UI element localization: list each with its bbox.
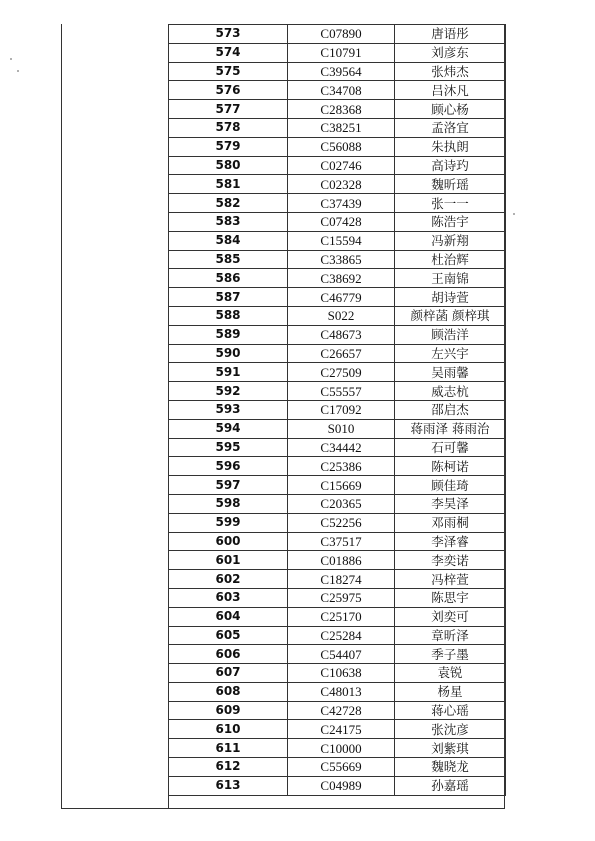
table-row [169,438,506,457]
member-id: C55557 [288,382,395,401]
member-id: C15669 [288,476,395,495]
member-id: S010 [288,419,395,438]
table-row [169,419,506,438]
member-name: 章昕泽 [395,626,506,645]
member-name: 蒋雨泽 蒋雨治 [395,419,506,438]
row-number: 578 [169,118,288,137]
member-id: C15594 [288,231,395,250]
member-id: C20365 [288,494,395,513]
member-id: C04989 [288,776,395,795]
row-number: 599 [169,513,288,532]
table-row [169,25,506,44]
table-row [169,81,506,100]
member-name: 李奕诺 [395,551,506,570]
row-number: 574 [169,43,288,62]
member-id: C25170 [288,607,395,626]
member-id: C54407 [288,645,395,664]
member-name: 孙嘉瑶 [395,776,506,795]
member-name: 陈柯诺 [395,457,506,476]
table-row [169,701,506,720]
row-number: 610 [169,720,288,739]
member-name: 张炜杰 [395,62,506,81]
row-number: 603 [169,588,288,607]
row-number: 594 [169,419,288,438]
member-id: C27509 [288,363,395,382]
member-name: 魏昕瑶 [395,175,506,194]
member-name: 刘紫琪 [395,739,506,758]
member-name: 冯新翔 [395,231,506,250]
member-id: C01886 [288,551,395,570]
table-row [169,607,506,626]
row-number: 602 [169,570,288,589]
member-name: 朱执朗 [395,137,506,156]
member-id: C10638 [288,664,395,683]
row-number: 589 [169,325,288,344]
table-row [169,494,506,513]
row-number: 604 [169,607,288,626]
row-number: 581 [169,175,288,194]
table-row [169,682,506,701]
table-row [169,194,506,213]
row-number: 575 [169,62,288,81]
table-row [169,156,506,175]
row-number: 585 [169,250,288,269]
member-id: C38692 [288,269,395,288]
row-number: 586 [169,269,288,288]
member-name: 刘奕可 [395,607,506,626]
member-id: C38251 [288,118,395,137]
table-row [169,43,506,62]
member-name: 颜梓菡 颜梓琪 [395,306,506,325]
table-row [169,457,506,476]
member-name: 杨星 [395,682,506,701]
row-number: 584 [169,231,288,250]
row-number: 605 [169,626,288,645]
member-name: 顾心杨 [395,100,506,119]
table-row [169,306,506,325]
member-name: 冯梓萱 [395,570,506,589]
row-number: 608 [169,682,288,701]
member-name: 顾浩洋 [395,325,506,344]
member-id: C25975 [288,588,395,607]
member-name: 唐语彤 [395,25,506,44]
member-name: 刘彦东 [395,43,506,62]
member-id: C24175 [288,720,395,739]
row-number: 609 [169,701,288,720]
row-number: 607 [169,664,288,683]
member-name: 蒋心瑶 [395,701,506,720]
row-number: 573 [169,25,288,44]
table-row [169,400,506,419]
member-id: C56088 [288,137,395,156]
member-name: 孟洛宜 [395,118,506,137]
member-id: C48673 [288,325,395,344]
table-row [169,645,506,664]
row-number: 598 [169,494,288,513]
scan-speck [10,58,12,60]
table-row [169,175,506,194]
member-name: 吴雨馨 [395,363,506,382]
member-id: C26657 [288,344,395,363]
table-row [169,363,506,382]
table-row [169,570,506,589]
member-name: 顾佳琦 [395,476,506,495]
member-name: 袁锐 [395,664,506,683]
member-name: 邓雨桐 [395,513,506,532]
member-id: C10000 [288,739,395,758]
table-row [169,776,506,795]
table-row [169,758,506,777]
row-number: 579 [169,137,288,156]
member-id: C18274 [288,570,395,589]
table-row [169,269,506,288]
table-row [169,288,506,307]
member-id: C17092 [288,400,395,419]
member-name: 高诗玓 [395,156,506,175]
member-name: 张沈彦 [395,720,506,739]
member-id: C02746 [288,156,395,175]
table-row [169,588,506,607]
row-number: 591 [169,363,288,382]
table-row [169,62,506,81]
row-number: 606 [169,645,288,664]
table-row [169,231,506,250]
row-number: 587 [169,288,288,307]
member-name: 吕沐凡 [395,81,506,100]
member-name: 威志杭 [395,382,506,401]
member-id: C07428 [288,212,395,231]
table-row [169,739,506,758]
table-row [169,476,506,495]
table-row [169,325,506,344]
roster-body [169,25,506,796]
scan-speck [513,213,515,215]
table-row [169,382,506,401]
member-name: 张一一 [395,194,506,213]
member-id: C46779 [288,288,395,307]
table-row [169,212,506,231]
member-name: 邵启杰 [395,400,506,419]
member-name: 胡诗萱 [395,288,506,307]
member-name: 魏晓龙 [395,758,506,777]
row-number: 588 [169,306,288,325]
row-number: 582 [169,194,288,213]
table-row [169,513,506,532]
member-name: 左兴宇 [395,344,506,363]
row-number: 597 [169,476,288,495]
member-name: 季子墨 [395,645,506,664]
row-number: 600 [169,532,288,551]
row-number: 577 [169,100,288,119]
member-id: C10791 [288,43,395,62]
member-id: C48013 [288,682,395,701]
table-row [169,137,506,156]
table-row [169,532,506,551]
row-number: 590 [169,344,288,363]
table-row [169,344,506,363]
row-number: 592 [169,382,288,401]
member-id: C07890 [288,25,395,44]
table-row [169,250,506,269]
row-number: 593 [169,400,288,419]
member-id: C37517 [288,532,395,551]
row-number: 611 [169,739,288,758]
row-number: 595 [169,438,288,457]
member-name: 陈浩宇 [395,212,506,231]
row-number: 583 [169,212,288,231]
member-id: C33865 [288,250,395,269]
member-id: C42728 [288,701,395,720]
row-number: 576 [169,81,288,100]
member-id: C02328 [288,175,395,194]
table-row [169,664,506,683]
member-name: 王南锦 [395,269,506,288]
table-row [169,720,506,739]
row-number: 596 [169,457,288,476]
row-number: 601 [169,551,288,570]
member-name: 石可馨 [395,438,506,457]
row-number: 612 [169,758,288,777]
member-id: C25386 [288,457,395,476]
member-id: C55669 [288,758,395,777]
member-name: 李泽睿 [395,532,506,551]
table-row [169,626,506,645]
roster-table [168,24,506,796]
row-number: 613 [169,776,288,795]
row-number: 580 [169,156,288,175]
member-id: C34708 [288,81,395,100]
member-name: 陈思宇 [395,588,506,607]
table-row [169,551,506,570]
member-name: 李昊泽 [395,494,506,513]
member-id: S022 [288,306,395,325]
member-id: C25284 [288,626,395,645]
table-row [169,118,506,137]
member-id: C39564 [288,62,395,81]
member-id: C37439 [288,194,395,213]
member-name: 杜治辉 [395,250,506,269]
scan-speck [17,70,19,72]
member-id: C52256 [288,513,395,532]
table-row [169,100,506,119]
member-id: C28368 [288,100,395,119]
member-id: C34442 [288,438,395,457]
